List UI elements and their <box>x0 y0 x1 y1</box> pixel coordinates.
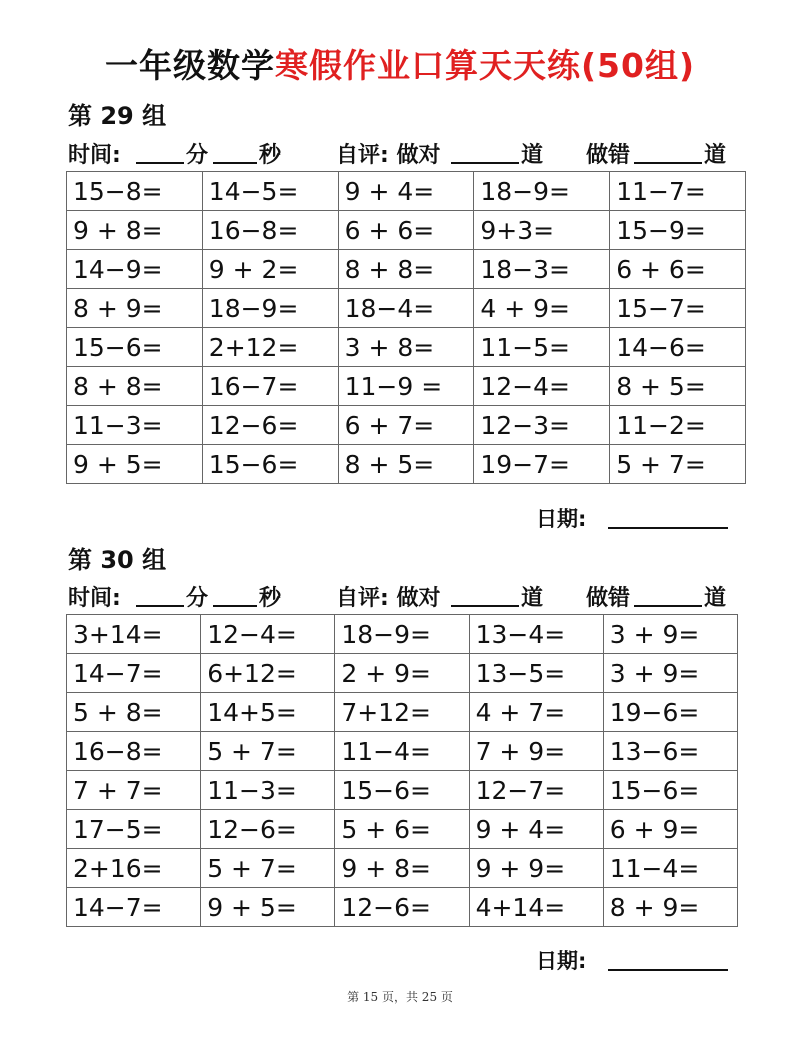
problem-cell[interactable]: 14−9= <box>67 250 203 289</box>
problem-cell[interactable]: 5 + 6= <box>335 810 469 849</box>
seconds-label: 秒 <box>259 143 282 168</box>
problem-cell[interactable]: 19−7= <box>474 445 610 484</box>
dao-label: 道 <box>704 143 727 168</box>
self-eval-label: 自评: 做对 <box>336 586 441 611</box>
problem-cell[interactable]: 7 + 9= <box>469 732 603 771</box>
problem-cell[interactable]: 12−7= <box>469 771 603 810</box>
problem-table-30 <box>66 614 738 927</box>
wrong-label: 做错 <box>586 143 631 168</box>
problem-cell[interactable]: 5 + 8= <box>67 693 201 732</box>
problem-cell[interactable]: 4+14= <box>469 888 603 927</box>
group-29-title: 第 29 组 <box>68 102 167 130</box>
problem-cell[interactable]: 16−7= <box>202 367 338 406</box>
problem-cell[interactable]: 9 + 4= <box>469 810 603 849</box>
problem-cell[interactable]: 4 + 9= <box>474 289 610 328</box>
date-label: 日期: <box>536 949 587 973</box>
minutes-blank[interactable] <box>136 583 184 607</box>
problem-cell[interactable]: 2 + 9= <box>335 654 469 693</box>
problem-cell[interactable]: 14−5= <box>202 172 338 211</box>
problem-cell[interactable]: 14+5= <box>201 693 335 732</box>
problem-cell[interactable]: 14−7= <box>67 888 201 927</box>
date-label: 日期: <box>536 507 587 531</box>
problem-cell[interactable]: 2+16= <box>67 849 201 888</box>
group-30-meta <box>68 581 738 611</box>
problem-cell[interactable]: 12−4= <box>474 367 610 406</box>
problem-cell[interactable]: 11−3= <box>201 771 335 810</box>
title-black-part: 一年级数学 <box>104 46 275 85</box>
self-eval-label: 自评: 做对 <box>336 143 441 168</box>
problem-cell[interactable]: 15−6= <box>335 771 469 810</box>
problem-cell[interactable]: 8 + 5= <box>338 445 474 484</box>
table-row <box>67 289 746 328</box>
problem-cell[interactable]: 15−7= <box>610 289 746 328</box>
title-red-part: 寒假作业口算天天练(50组) <box>274 46 696 85</box>
problem-cell[interactable]: 14−7= <box>67 654 201 693</box>
table-row <box>67 328 746 367</box>
problem-cell[interactable]: 6 + 7= <box>338 406 474 445</box>
problem-cell[interactable]: 18−4= <box>338 289 474 328</box>
problem-cell[interactable]: 9 + 2= <box>202 250 338 289</box>
dao-label: 道 <box>704 586 727 611</box>
problem-cell[interactable]: 9 + 8= <box>335 849 469 888</box>
problem-cell[interactable]: 11−9 = <box>338 367 474 406</box>
table-row <box>67 615 738 654</box>
table-row <box>67 888 738 927</box>
problem-cell[interactable]: 3 + 9= <box>603 654 737 693</box>
problem-cell[interactable]: 17−5= <box>67 810 201 849</box>
problem-cell[interactable]: 11−5= <box>474 328 610 367</box>
problem-cell[interactable]: 8 + 5= <box>610 367 746 406</box>
problem-cell[interactable]: 3+14= <box>67 615 201 654</box>
table-row <box>67 693 738 732</box>
problem-cell[interactable]: 9 + 4= <box>338 172 474 211</box>
problem-cell[interactable]: 11−4= <box>335 732 469 771</box>
wrong-count-blank[interactable] <box>634 583 702 607</box>
problem-cell[interactable]: 18−3= <box>474 250 610 289</box>
problem-cell[interactable]: 9+3= <box>474 211 610 250</box>
problem-cell[interactable]: 9 + 8= <box>67 211 203 250</box>
time-label: 时间: <box>68 143 121 168</box>
table-row <box>67 445 746 484</box>
table-row <box>67 810 738 849</box>
problem-cell[interactable]: 6 + 9= <box>603 810 737 849</box>
problem-cell[interactable]: 5 + 7= <box>201 849 335 888</box>
problem-cell[interactable]: 11−2= <box>610 406 746 445</box>
correct-count-blank[interactable] <box>451 140 519 164</box>
problem-cell[interactable]: 6 + 6= <box>610 250 746 289</box>
group-29-meta <box>68 138 738 168</box>
problem-cell[interactable]: 12−3= <box>474 406 610 445</box>
problem-cell[interactable]: 18−9= <box>474 172 610 211</box>
table-row <box>67 849 738 888</box>
problem-cell[interactable]: 18−9= <box>202 289 338 328</box>
problem-cell[interactable]: 12−6= <box>335 888 469 927</box>
seconds-label: 秒 <box>259 586 282 611</box>
problem-cell[interactable]: 5 + 7= <box>201 732 335 771</box>
date-blank[interactable] <box>608 505 728 529</box>
table-row <box>67 406 746 445</box>
problem-cell[interactable]: 13−6= <box>603 732 737 771</box>
problem-cell[interactable]: 6 + 6= <box>338 211 474 250</box>
seconds-blank[interactable] <box>213 140 257 164</box>
problem-cell[interactable]: 4 + 7= <box>469 693 603 732</box>
problem-cell[interactable]: 9 + 5= <box>201 888 335 927</box>
problem-cell[interactable]: 11−4= <box>603 849 737 888</box>
problem-cell[interactable]: 15−9= <box>610 211 746 250</box>
table-row <box>67 211 746 250</box>
problem-table-29 <box>66 171 746 484</box>
minutes-label: 分 <box>186 143 209 168</box>
table-row <box>67 654 738 693</box>
problem-cell[interactable]: 5 + 7= <box>610 445 746 484</box>
problem-cell[interactable]: 18−9= <box>335 615 469 654</box>
problem-cell[interactable]: 12−6= <box>201 810 335 849</box>
minutes-blank[interactable] <box>136 140 184 164</box>
dao-label: 道 <box>521 143 544 168</box>
table-row <box>67 172 746 211</box>
problem-cell[interactable]: 12−6= <box>202 406 338 445</box>
problem-cell[interactable]: 15−6= <box>603 771 737 810</box>
date-blank[interactable] <box>608 947 728 971</box>
problem-cell[interactable]: 7+12= <box>335 693 469 732</box>
problem-cell[interactable]: 15−8= <box>67 172 203 211</box>
problem-cell[interactable]: 3 + 9= <box>603 615 737 654</box>
correct-count-blank[interactable] <box>451 583 519 607</box>
seconds-blank[interactable] <box>213 583 257 607</box>
dao-label: 道 <box>521 586 544 611</box>
page-title <box>0 40 800 87</box>
table-row <box>67 250 746 289</box>
problem-cell[interactable]: 12−4= <box>201 615 335 654</box>
group-30-title: 第 30 组 <box>68 546 167 574</box>
problem-cell[interactable]: 8 + 8= <box>338 250 474 289</box>
problem-cell[interactable]: 15−6= <box>202 445 338 484</box>
problem-cell[interactable]: 2+12= <box>202 328 338 367</box>
problem-cell[interactable]: 13−4= <box>469 615 603 654</box>
minutes-label: 分 <box>186 586 209 611</box>
problem-cell[interactable]: 11−7= <box>610 172 746 211</box>
table-row <box>67 732 738 771</box>
wrong-count-blank[interactable] <box>634 140 702 164</box>
time-label: 时间: <box>68 586 121 611</box>
table-row <box>67 771 738 810</box>
page-footer: 第 15 页，共 25 页 <box>347 990 453 1004</box>
problem-cell[interactable]: 14−6= <box>610 328 746 367</box>
problem-cell[interactable]: 19−6= <box>603 693 737 732</box>
problem-cell[interactable]: 9 + 5= <box>67 445 203 484</box>
problem-cell[interactable]: 13−5= <box>469 654 603 693</box>
problem-cell[interactable]: 16−8= <box>202 211 338 250</box>
problem-cell[interactable]: 8 + 9= <box>603 888 737 927</box>
problem-cell[interactable]: 6+12= <box>201 654 335 693</box>
problem-cell[interactable]: 16−8= <box>67 732 201 771</box>
problem-cell[interactable]: 11−3= <box>67 406 203 445</box>
problem-cell[interactable]: 3 + 8= <box>338 328 474 367</box>
problem-cell[interactable]: 9 + 9= <box>469 849 603 888</box>
wrong-label: 做错 <box>586 586 631 611</box>
problem-cell[interactable]: 8 + 8= <box>67 367 203 406</box>
problem-cell[interactable]: 7 + 7= <box>67 771 201 810</box>
table-row <box>67 367 746 406</box>
problem-cell[interactable]: 8 + 9= <box>67 289 203 328</box>
problem-cell[interactable]: 15−6= <box>67 328 203 367</box>
